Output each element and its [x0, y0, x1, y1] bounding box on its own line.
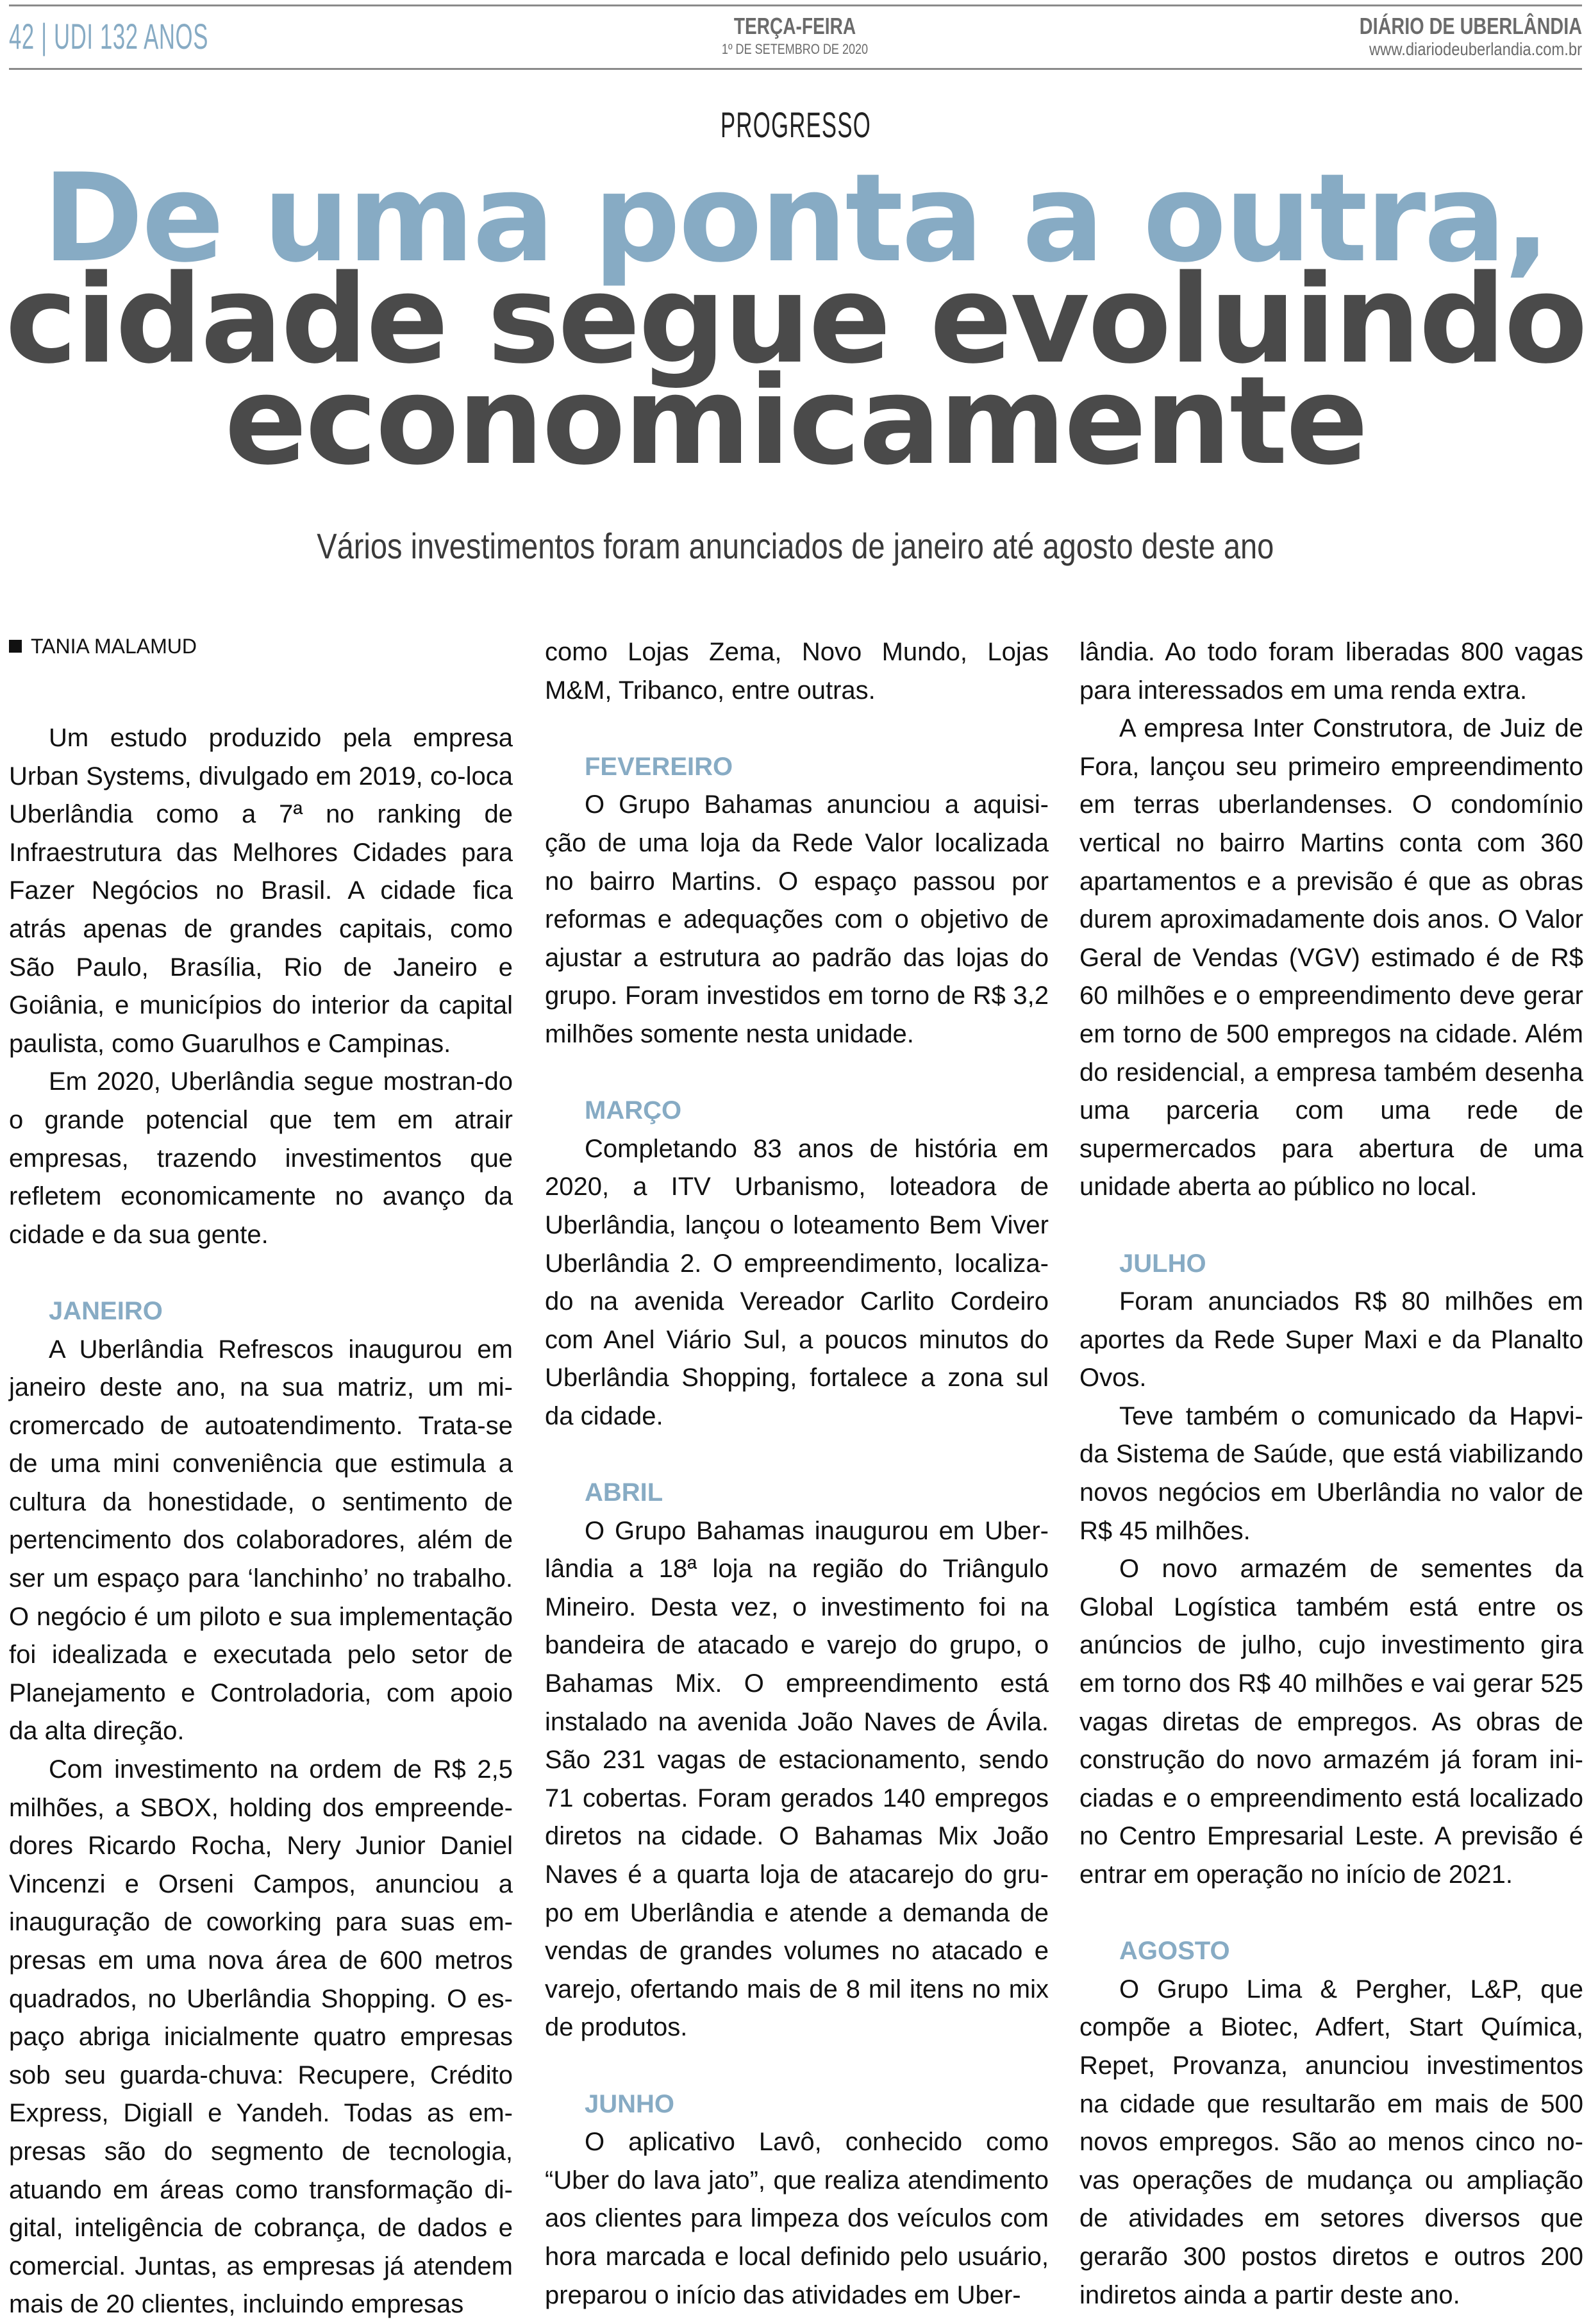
month-subheading: ABRIL [585, 1478, 663, 1507]
column-body [545, 633, 1049, 2314]
header-top-rule [9, 4, 1582, 6]
kicker-text: PROGRESSO [720, 104, 871, 145]
article-column-2 [545, 633, 1049, 2314]
article-column-3 [1079, 633, 1583, 2314]
body-paragraph: O aplicativo Lavô, conhecido como “Uber do lava jato”, que realiza atendimento aos clientes para limpeza dos veículos com hora marcada e local definido pelo usuário, preparou o início das atividades em Uber- [545, 2128, 1049, 2309]
month-subheading: MARÇO [585, 1096, 682, 1125]
article-column-1 [9, 633, 513, 2324]
body-paragraph: O Grupo Bahamas inaugurou em Uber-lândia a 18ª loja na região do Triângulo Mineiro. Desta vez, o investimento foi na bandeira de atacado e varejo do grupo, o Bahamas Mix. O empreendimento está instalado na avenida João Naves de Ávila. São 231 vagas de estacionamento, sendo 71 cobertas. Foram gerados 140 empregos diretos na cidade. O Bahamas Mix João Naves é a quarta loja de atacarejo do gru-po em Uberlândia e atende a demanda de vendas de grandes volumes no atacado e varejo, ofertando mais de 8 mil itens no mix de produtos. [545, 1516, 1049, 2042]
article-kicker [0, 103, 1591, 147]
article-deck [0, 526, 1591, 567]
author-name: TANIA MALAMUD [31, 635, 197, 658]
article-headline [0, 147, 1591, 492]
byline [9, 633, 513, 659]
byline-square-icon [9, 640, 22, 653]
body-paragraph: O novo armazém de sementes da Global Logística também está entre os anúncios de julho, cujo investimento gira em torno dos R$ 40 milhões e vai gerar 525 vagas diretas de empregos. As obras de construção do novo armazém já foram ini-ciadas e o empreendimento está localizado no Centro Empresarial Leste. A previsão é entrar em operação no início de 2021. [1079, 1555, 1583, 1889]
issue-date: 1º DE SETEMBRO DE 2020 [721, 41, 869, 57]
headline-line-2: cidade segue evoluindo [5, 249, 1586, 390]
month-subheading: AGOSTO [1119, 1937, 1230, 1966]
body-paragraph: Foram anunciados R$ 80 milhões em aportes da Rede Super Maxi e da Planalto Ovos. [1079, 1287, 1583, 1392]
month-subheading: JUNHO [585, 2089, 675, 2118]
body-paragraph: A empresa Inter Construtora, de Juiz de Fora, lançou seu primeiro empreendimento em terras uberlandenses. O condomínio vertical no bairro Martins conta com 360 apartamentos e a previsão é que as obras durem aproximadamente dois anos. O Valor Geral de Vendas (VGV) estimado é de R$ 60 milhões e o empreendimento deve gerar em torno de 500 empregos na cidade. Além do residencial, a empresa também desenha uma parceria com uma rede de supermercados para abertura de uma unidade aberta ao público no local. [1079, 714, 1583, 1201]
page-section-label: 42 | UDI 132 ANOS [9, 16, 208, 56]
column-body [1079, 633, 1583, 2314]
headline-line-3: economicamente [224, 350, 1367, 492]
body-paragraph: Completando 83 anos de história em 2020, a ITV Urbanismo, loteadora de Uberlândia, lançou o loteamento Bem Viver Uberlândia 2. O empreendimento, localiza-do na avenida Vereador Carlito Cordeiro com Anel Viário Sul, a poucos minutos do Uberlândia Shopping, fortalece a zona sul da cidade. [545, 1134, 1049, 1430]
body-paragraph: O Grupo Lima & Pergher, L&P, que compõe a Biotec, Adfert, Start Química, Repet, Provanza, anunciou investimentos na cidade que resultarão em mais de 500 novos empregos. São ao menos cinco no-vas operações de mudança ou ampliação de atividades em setores diversos que gerarão 300 postos diretos e outros 200 indiretos ainda a partir deste ano. [1079, 1975, 1583, 2309]
issue-weekday: TERÇA-FEIRA [733, 13, 856, 39]
body-paragraph: A Uberlândia Refrescos inaugurou em janeiro deste ano, na sua matriz, um mi-cromercado de autoatendimento. Trata-se de uma mini conveniência que estimula a cultura da honestidade, o sentimento de pertencimento dos colaboradores, além de ser um espaço para ‘lanchinho’ no trabalho. O negócio é um piloto e sua implementação foi idealizada e executada pelo setor de Planejamento e Controladoria, com apoio da alta direção. [9, 1335, 513, 1746]
column-body [9, 719, 513, 2324]
deck-text: Vários investimentos foram anunciados de janeiro até agosto deste ano [317, 526, 1274, 566]
newspaper-name: DIÁRIO DE UBERLÂNDIA [1359, 13, 1582, 39]
body-paragraph: como Lojas Zema, Novo Mundo, Lojas M&M, Tribanco, entre outras. [545, 638, 1049, 705]
newspaper-website: www.diariodeuberlandia.com.br [1369, 39, 1582, 59]
body-paragraph: Um estudo produzido pela empresa Urban Systems, divulgado em 2019, co-loca Uberlândia como a 7ª no ranking de Infraestrutura das Melhores Cidades para Fazer Negócios no Brasil. A cidade fica atrás apenas de grandes capitais, como São Paulo, Brasília, Rio de Janeiro e Goiânia, e municípios do interior da capital paulista, como Guarulhos e Campinas. [9, 724, 513, 1058]
body-paragraph: Teve também o comunicado da Hapvi-da Sistema de Saúde, que está viabilizando novos negócios em Uberlândia no valor de R$ 45 milhões. [1079, 1401, 1583, 1545]
body-paragraph: Em 2020, Uberlândia segue mostran-do o grande potencial que tem em atrair empresas, trazendo investimentos que refletem economicamente no avanço da cidade e da sua gente. [9, 1067, 513, 1249]
issue-date-block [641, 13, 949, 58]
masthead-brand-block [1304, 13, 1582, 59]
headline-line-1: De uma ponta a outra, [42, 147, 1549, 289]
month-subheading: JULHO [1119, 1249, 1206, 1278]
header-bottom-rule [9, 68, 1582, 70]
body-paragraph: lândia. Ao todo foram liberadas 800 vagas para interessados em uma renda extra. [1079, 638, 1583, 705]
body-paragraph: Com investimento na ordem de R$ 2,5 milhões, a SBOX, holding dos empreende-dores Ricardo Rocha, Nery Junior Daniel Vincenzi e Orseni Campos, anunciou a inauguração de coworking para suas em-presas em uma nova área de 600 metros quadrados, no Uberlândia Shopping. O es-paço abriga inicialmente quatro empresas sob seu guarda-chuva: Recupere, Crédito Express, Digiall e Yandeh. Todas as em-presas são do segmento de tecnologia, atuando em áreas como transformação di-gital, inteligência de cobrança, de dados e comercial. Juntas, as empresas já atendem mais de 20 clientes, incluindo empresas [9, 1755, 513, 2319]
month-subheading: FEVEREIRO [585, 752, 733, 781]
month-subheading: JANEIRO [49, 1296, 163, 1325]
body-paragraph: O Grupo Bahamas anunciou a aquisi-ção de uma loja da Rede Valor localizada no bairro Martins. O espaço passou por reformas e adequações com o objetivo de ajustar a estrutura ao padrão das lojas do grupo. Foram investidos em torno de R$ 3,2 milhões somente nesta unidade. [545, 790, 1049, 1048]
